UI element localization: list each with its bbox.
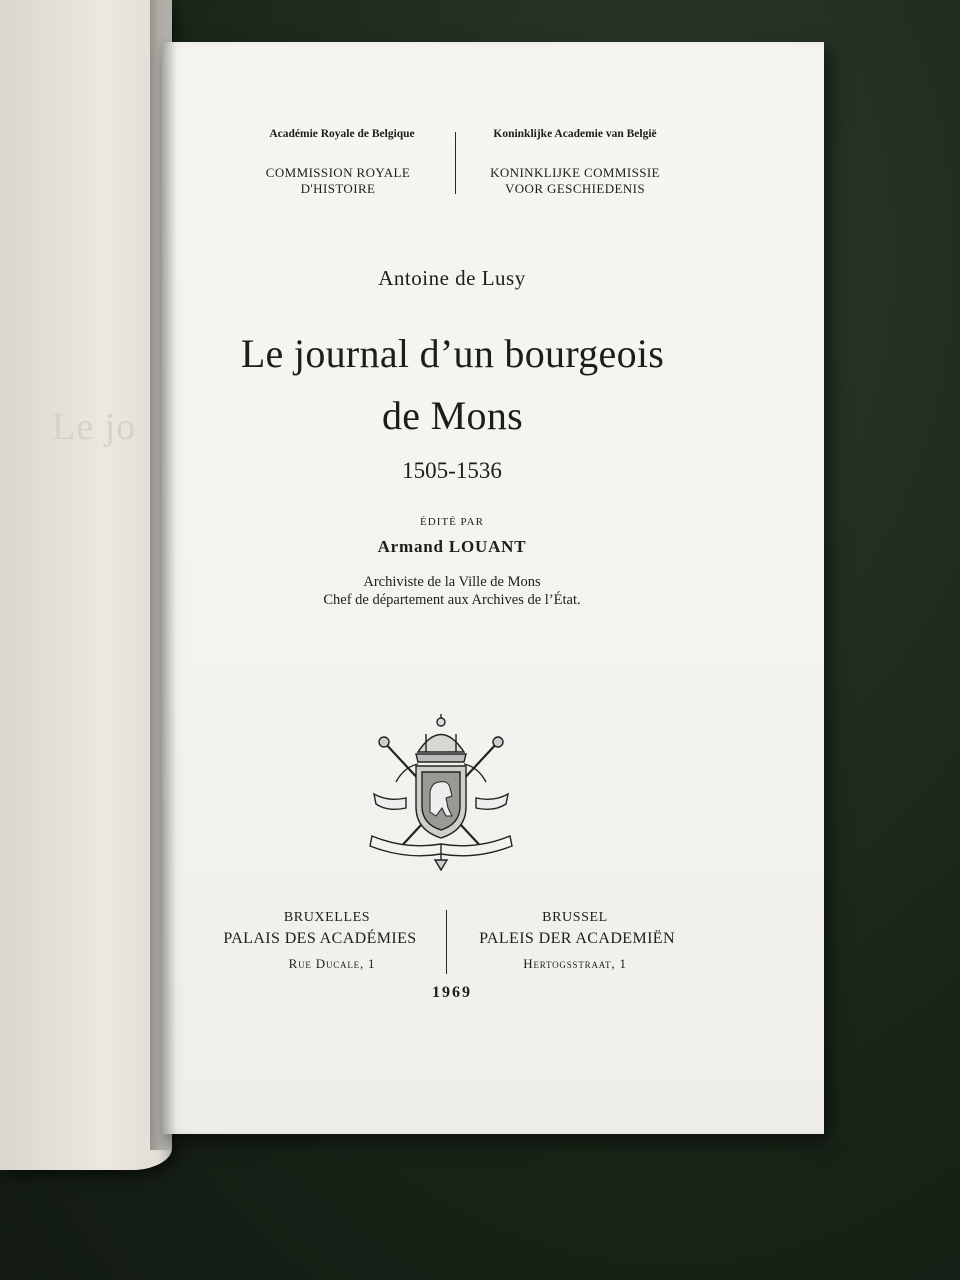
- show-through-text: Le jo: [52, 406, 137, 448]
- commission-fr-line1: COMMISSION ROYALE: [265, 165, 411, 180]
- commission-fr-line2: D'HISTOIRE: [300, 181, 376, 196]
- editor-name: Armand LOUANT: [377, 537, 527, 556]
- book-dates: 1505-1536: [402, 458, 502, 483]
- imprint-city-fr: BRUXELLES: [283, 910, 371, 925]
- editor-role-2: Chef de département aux Archives de l’État.: [323, 592, 581, 608]
- editor-role-1: Archiviste de la Ville de Mons: [363, 574, 541, 590]
- commission-nl-line2: VOOR GESCHIEDENIS: [504, 181, 646, 196]
- commission-fr: [230, 165, 446, 197]
- imprint-palace-nl: PALEIS DER ACADEMIËN: [479, 930, 675, 947]
- imprint-street-nl: Hertogsstraat, 1: [523, 956, 627, 971]
- imprint-street-fr: Rue Ducale, 1: [288, 956, 376, 971]
- commission-nl-line1: KONINKLIJKE COMMISSIE: [490, 165, 660, 180]
- author-name: Antoine de Lusy: [378, 266, 526, 290]
- edited-by-label: ÉDITÉ PAR: [420, 516, 484, 528]
- book-gutter-shadow: [150, 0, 176, 1150]
- academy-nl: Koninklijke Academie van België: [493, 128, 657, 140]
- publication-year: 1969: [432, 984, 472, 1001]
- academy-fr: Académie Royale de Belgique: [269, 128, 415, 140]
- commission-nl: [465, 165, 685, 197]
- imprint-palace-fr: PALAIS DES ACADÉMIES: [223, 930, 417, 947]
- header-divider: [455, 132, 456, 194]
- belgian-coat-of-arms-icon: [366, 712, 516, 872]
- left-facing-page: [0, 0, 172, 1170]
- imprint-divider: [446, 910, 447, 974]
- book-title-line2: de Mons: [382, 393, 523, 438]
- book-title-line1: Le journal d’un bourgeois: [240, 331, 665, 376]
- imprint-city-nl: BRUSSEL: [542, 910, 608, 925]
